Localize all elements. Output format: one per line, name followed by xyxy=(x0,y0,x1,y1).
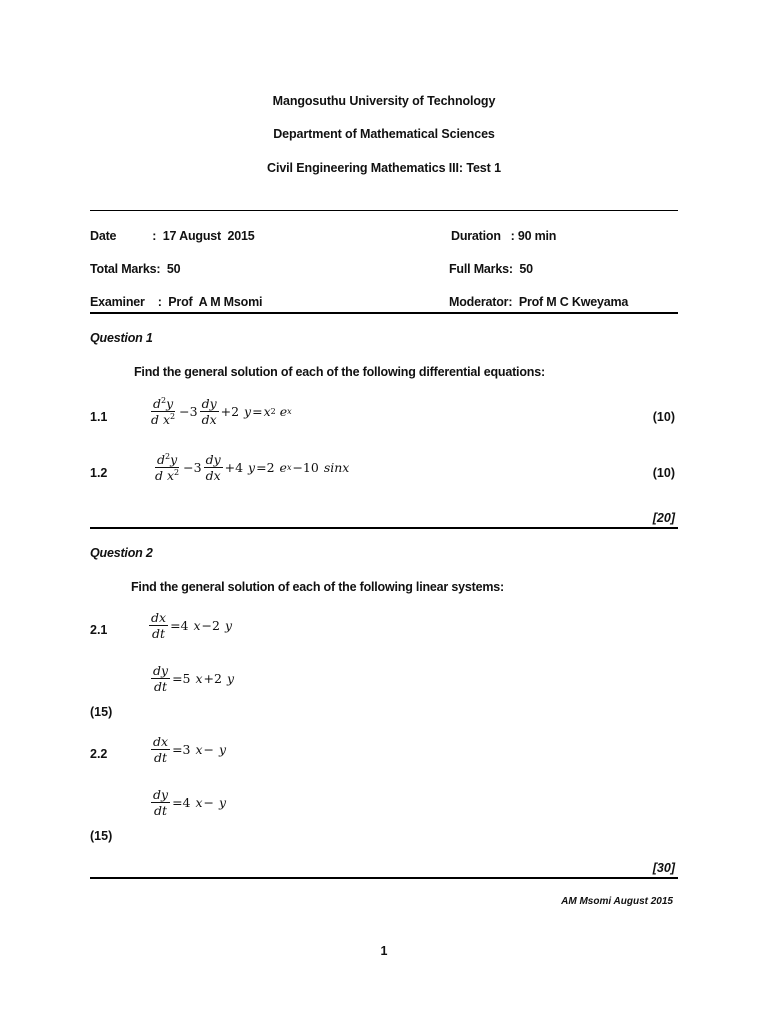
question-2-1-equation-b: $\frac{dy}{dt}$ =5 x +2 y xyxy=(153,663,235,694)
question-2-instruction: Find the general solution of each of the following linear systems: xyxy=(131,580,504,594)
question-1-2-marks: (10) xyxy=(652,466,675,480)
question-2-2-equation-b: $\frac{dy}{dt}$ =4 x − y xyxy=(153,787,227,818)
question-1-total: [20] xyxy=(652,511,675,525)
total-marks: Total Marks: 50 xyxy=(90,262,181,276)
examiner: Examiner : Prof A M Msomi xyxy=(90,295,263,309)
question-1-title: Question 1 xyxy=(90,331,153,345)
question-1-1-marks: (10) xyxy=(652,410,675,424)
question-2-rule xyxy=(90,877,678,879)
question-2-1-number: 2.1 xyxy=(90,623,108,637)
question-2-total: [30] xyxy=(652,861,675,875)
question-1-1-equation: $\frac{d^2y}{d x^2}$ −3 $\frac{dy}{dx}$ +2 y = x 2 e x xyxy=(151,395,292,427)
question-2-title: Question 2 xyxy=(90,546,153,560)
page-number: 1 xyxy=(380,944,388,958)
exam-date: Date : 17 August 2015 xyxy=(90,229,255,243)
question-1-rule xyxy=(90,527,678,529)
footer-author: AM Msomi August 2015 xyxy=(561,896,673,907)
question-2-1-marks: (15) xyxy=(90,705,113,719)
question-1-2-number: 1.2 xyxy=(90,466,108,480)
department-name: Department of Mathematical Sciences xyxy=(273,127,495,141)
course-title: Civil Engineering Mathematics III: Test 1 xyxy=(267,161,501,175)
question-1-2-equation: $\frac{d^2y}{d x^2}$ −3 $\frac{dy}{dx}$ +4 y =2 e x −10 sinx xyxy=(155,451,350,483)
university-name: Mangosuthu University of Technology xyxy=(272,94,496,108)
info-rule-bottom xyxy=(90,312,678,314)
header-rule-top xyxy=(90,210,678,211)
full-marks: Full Marks: 50 xyxy=(449,262,533,276)
question-1-1-number: 1.1 xyxy=(90,410,108,424)
question-2-2-equation-a: $\frac{dx}{dt}$ =3 x − y xyxy=(153,734,227,765)
moderator: Moderator: Prof M C Kweyama xyxy=(449,295,629,309)
question-1-instruction: Find the general solution of each of the following differential equations: xyxy=(134,365,545,379)
exam-duration: Duration : 90 min xyxy=(451,229,557,243)
question-2-2-number: 2.2 xyxy=(90,747,108,761)
question-2-1-equation-a: $\frac{dx}{dt}$ =4 x −2 y xyxy=(151,610,233,641)
question-2-2-marks: (15) xyxy=(90,829,113,843)
